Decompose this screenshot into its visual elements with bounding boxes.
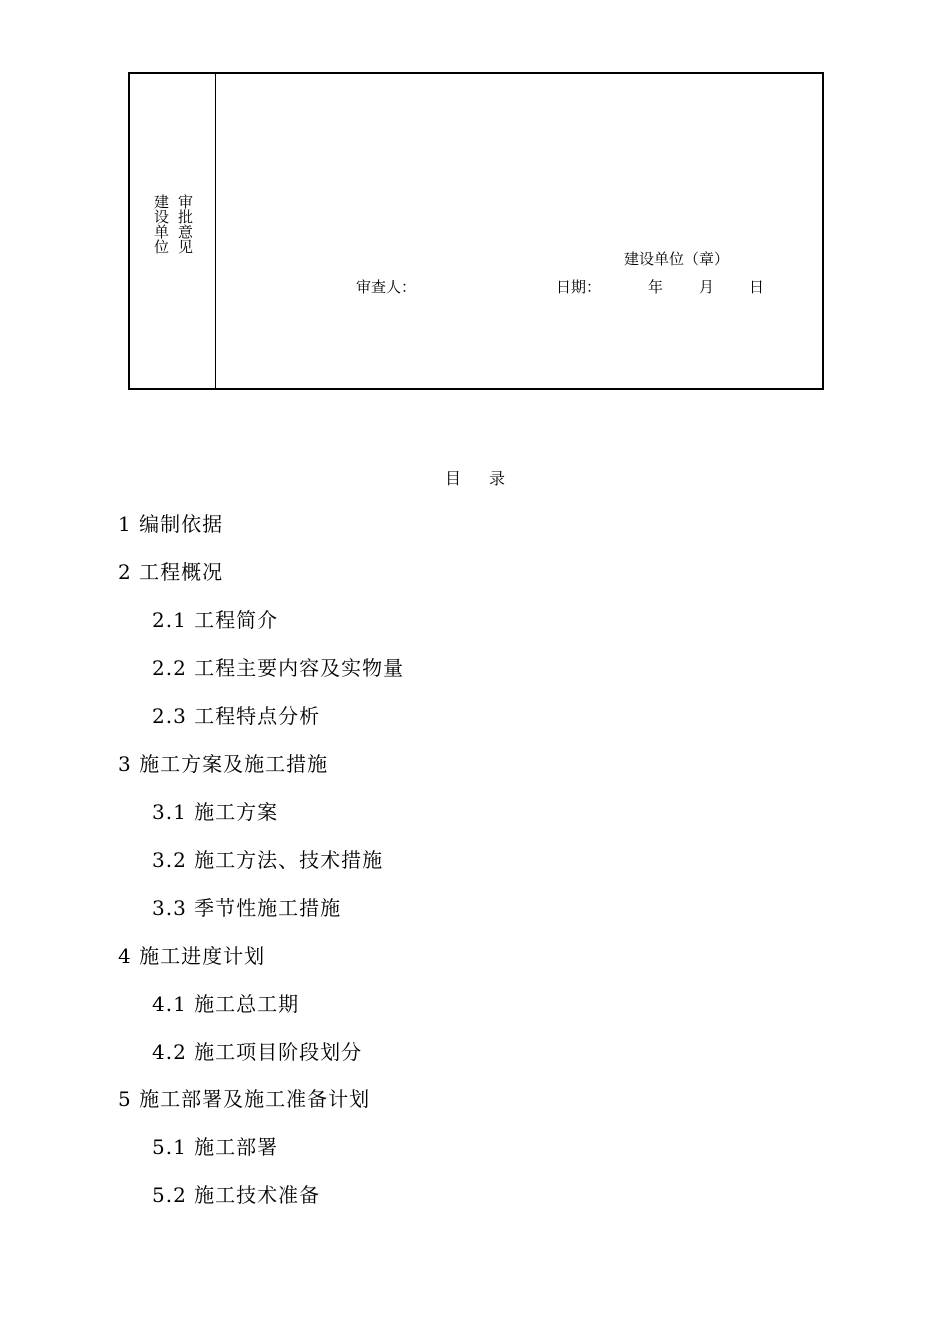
toc-item[interactable]: 2.3 工程特点分析 (152, 704, 321, 728)
toc-item[interactable]: 5.2 施工技术准备 (152, 1183, 321, 1207)
toc-title-part1: 目 (444, 469, 461, 488)
toc-title-part2: 录 (489, 469, 506, 488)
day-label: 日 (749, 278, 765, 296)
toc-item[interactable]: 2.2 工程主要内容及实物量 (152, 656, 405, 680)
toc-item[interactable]: 4.1 施工总工期 (152, 992, 300, 1016)
toc-item[interactable]: 5.1 施工部署 (152, 1135, 279, 1159)
approval-label-cell (130, 74, 216, 388)
construction-unit-label: 建设单位 (152, 194, 170, 254)
month-label: 月 (699, 278, 715, 296)
toc-item[interactable]: 4.2 施工项目阶段划分 (152, 1040, 363, 1064)
date-label: 日期： (556, 278, 602, 296)
year-label: 年 (648, 278, 664, 296)
toc-item[interactable]: 3 施工方案及施工措施 (118, 752, 329, 776)
toc-item[interactable]: 3.3 季节性施工措施 (152, 896, 342, 920)
reviewer-label: 审查人： (356, 278, 417, 296)
toc-item[interactable]: 5 施工部署及施工准备计划 (118, 1087, 371, 1111)
approval-opinion-label: 审批意见 (176, 194, 194, 254)
approval-table (128, 72, 824, 390)
toc-item[interactable]: 1 编制依据 (118, 512, 224, 536)
toc-title (0, 466, 950, 489)
unit-seal-label: 建设单位（章） (624, 250, 730, 268)
toc-item[interactable]: 4 施工进度计划 (118, 944, 266, 968)
toc-item[interactable]: 3.1 施工方案 (152, 800, 279, 824)
toc-item[interactable]: 3.2 施工方法、技术措施 (152, 848, 384, 872)
toc-item[interactable]: 2.1 工程简介 (152, 608, 279, 632)
toc-item[interactable]: 2 工程概况 (118, 560, 224, 584)
